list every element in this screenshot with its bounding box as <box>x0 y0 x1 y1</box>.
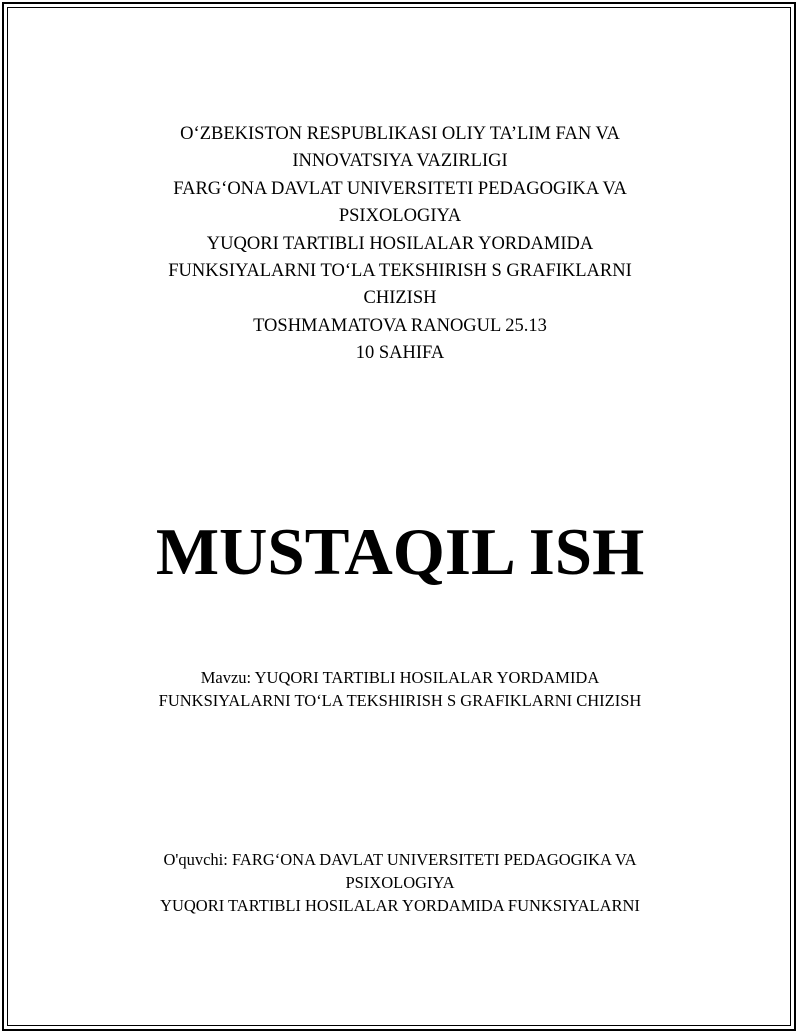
header-line-author: TOSHMAMATOVA RANOGUL 25.13 <box>253 315 547 336</box>
header-block <box>0 121 800 368</box>
header-line-university-cont: PSIXOLOGIYA <box>338 206 462 227</box>
student-line-cont: PSIXOLOGIYA <box>345 873 455 892</box>
topic-line: Mavzu: YUQORI TARTIBLI HOSILALAR YORDAMIDA <box>200 668 600 687</box>
header-line-topic: YUQORI TARTIBLI HOSILALAR YORDAMIDA <box>206 233 594 254</box>
topic-block <box>0 666 800 712</box>
student-line-topic: YUQORI TARTIBLI HOSILALAR YORDAMIDA FUNKSIYALARNI <box>160 896 640 915</box>
header-line-ministry: O‘ZBEKISTON RESPUBLIKASI OLIY TA’LIM FAN VA <box>180 124 620 144</box>
header-line-ministry-cont: INNOVATSIYA VAZIRLIGI <box>292 151 508 172</box>
header-line-pages: 10 SAHIFA <box>355 343 445 364</box>
header-line-university: FARG‘ONA DAVLAT UNIVERSITETI PEDAGOGIKA VA <box>173 178 627 199</box>
header-line-topic-cont: FUNKSIYALARNI TO‘LA TEKSHIRISH S GRAFIKLARNI <box>168 261 632 282</box>
document-title: MUSTAQIL ISH <box>155 515 645 589</box>
header-line-topic-end: CHIZISH <box>363 288 437 309</box>
student-block <box>0 848 800 917</box>
student-line: O'quvchi: FARG‘ONA DAVLAT UNIVERSITETI PEDAGOGIKA VA <box>163 850 637 869</box>
topic-line-cont: FUNKSIYALARNI TO‘LA TEKSHIRISH S GRAFIKLARNI CHIZISH <box>158 691 642 710</box>
